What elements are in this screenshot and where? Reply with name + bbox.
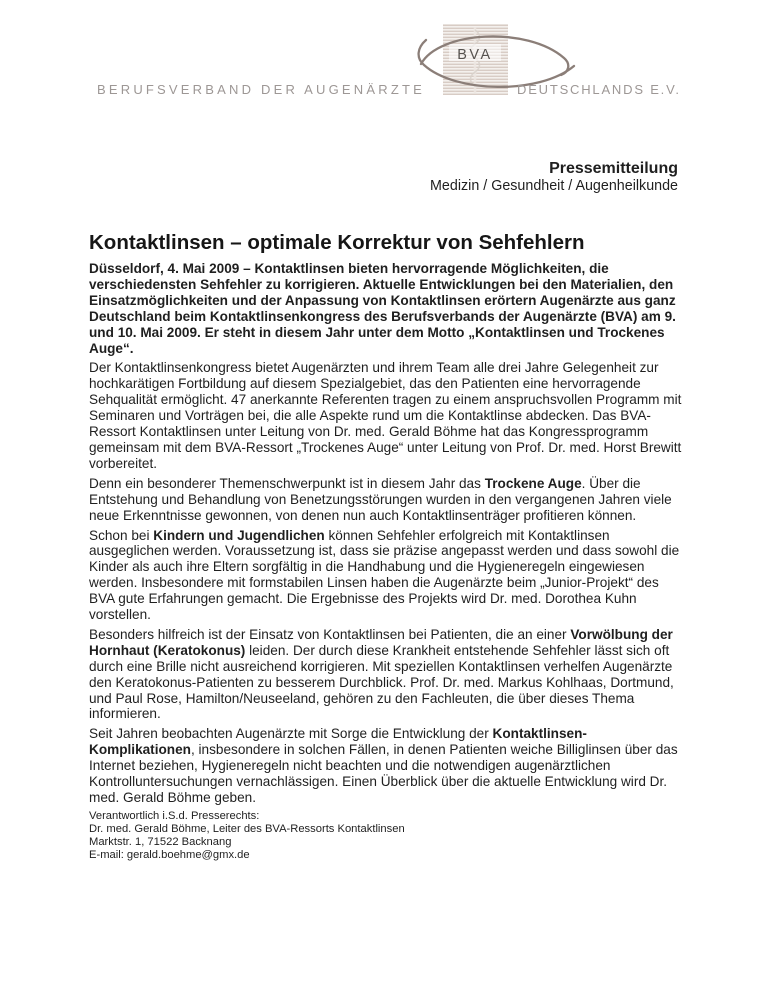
- press-contact: [89, 810, 685, 862]
- press-contact-line: E-mail: gerald.boehme@gmx.de: [89, 848, 250, 861]
- press-contact-line: Marktstr. 1, 71522 Backnang: [89, 835, 232, 848]
- paragraph: Der Kontaktlinsenkongress bietet Augenärzten und ihrem Team alle drei Jahre Gelegenheit zur hochkarätigen Fortbildung auf diesem Spezialgebiet, das den Patienten eine hervorragende Sehqualität ermöglicht. 47 anerkannte Referenten tragen zu einem anspruchsvollen Programm mit Seminaren und Vorträgen bei, die alle Aspekte rund um die Kontaktlinse abdecken. Das BVA-Ressort Kontaktlinsen unter Leitung von Dr. med. Gerald Böhme hat das Kongressprogramm gemeinsam mit dem BVA-Ressort „Trockenes Auge“ unter Leitung von Prof. Dr. med. Horst Brewitt vorbereitet.: [89, 360, 682, 471]
- paragraph: Denn ein besonderer Themenschwerpunkt ist in diesem Jahr das Trockene Auge. Über die Entstehung und Behandlung von Benetzungsstörungen wurden in den vergangenen Jahren viele neue Erkenntnisse gewonnen, von denen nun auch Kontaktlinsenträger profitieren können.: [89, 475, 672, 523]
- paragraph: Düsseldorf, 4. Mai 2009 – Kontaktlinsen bieten hervorragende Möglichkeiten, die verschiedensten Sehfehler zu korrigieren. Aktuelle Entwicklungen bei den Materialien, den Einsatzmöglichkeiten und der Anpassung von Kontaktlinsen erörtern Augenärzte aus ganz Deutschland beim Kontaktlinsenkongress des Berufsverbands der Augenärzte (BVA) am 9. und 10. Mai 2009. Er steht in diesem Jahr unter dem Motto „Kontaktlinsen und Trockenes Auge“.: [89, 261, 676, 356]
- org-name-right: DEUTSCHLANDS E.V.: [517, 82, 681, 97]
- paragraph: Besonders hilfreich ist der Einsatz von Kontaktlinsen bei Patienten, die an einer Vorwölbung der Hornhaut (Keratokonus) leiden. Der durch diese Krankheit entstehende Sehfehler lässt sich oft durch eine Brille nicht ausreichend korrigieren. Mit speziellen Kontaktlinsen verhelfen Augenärzte den Keratokonus-Patienten zu besserem Durchblick. Prof. Dr. med. Markus Kohlhaas, Dortmund, und Paul Rose, Hamilton/Neuseeland, gehören zu den Fachleuten, die über dieses Thema informieren.: [89, 626, 674, 722]
- doc-type-label: Pressemitteilung: [549, 160, 678, 177]
- org-name-left: BERUFSVERBAND DER AUGENÄRZTE: [97, 82, 425, 97]
- article: [89, 231, 685, 862]
- paragraph: Schon bei Kindern und Jugendlichen können Sehfehler erfolgreich mit Kontaktlinsen ausgeglichen werden. Voraussetzung ist, dass sie präzise angepasst werden und dass sowohl die Kinder als auch ihre Eltern sorgfältig in die Handhabung und die Hygieneregeln eingewiesen werden. Insbesondere mit formstabilen Linsen haben die Augenärzte beim „Junior-Projekt“ des BVA gute Erfahrungen gemacht. Die Ergebnisse des Projekts wird Dr. med. Dorothea Kuhn vorstellen.: [89, 527, 680, 623]
- press-contact-line: Verantwortlich i.S.d. Presserechts:: [89, 809, 260, 822]
- paragraph: Seit Jahren beobachten Augenärzte mit Sorge die Entwicklung der Kontaktlinsen-Komplikationen, insbesondere in solchen Fällen, in denen Patienten weiche Billiglinsen über das Internet beziehen, Hygieneregeln nicht beachten und die notwendigen augenärztlichen Kontrolluntersuchungen vernachlässigen. Einen Überblick über die aktuelle Entwicklung wird Dr. med. Gerald Böhme geben.: [89, 726, 678, 805]
- letterhead: [0, 0, 768, 120]
- article-paragraphs: [89, 261, 685, 806]
- logo-acronym: BVA: [457, 47, 493, 63]
- press-contact-line: Dr. med. Gerald Böhme, Leiter des BVA-Ressorts Kontaktlinsen: [89, 822, 405, 835]
- document-meta: [430, 160, 678, 195]
- doc-subject-label: Medizin / Gesundheit / Augenheilkunde: [430, 178, 678, 194]
- article-title: Kontaktlinsen – optimale Korrektur von Sehfehlern: [89, 231, 585, 254]
